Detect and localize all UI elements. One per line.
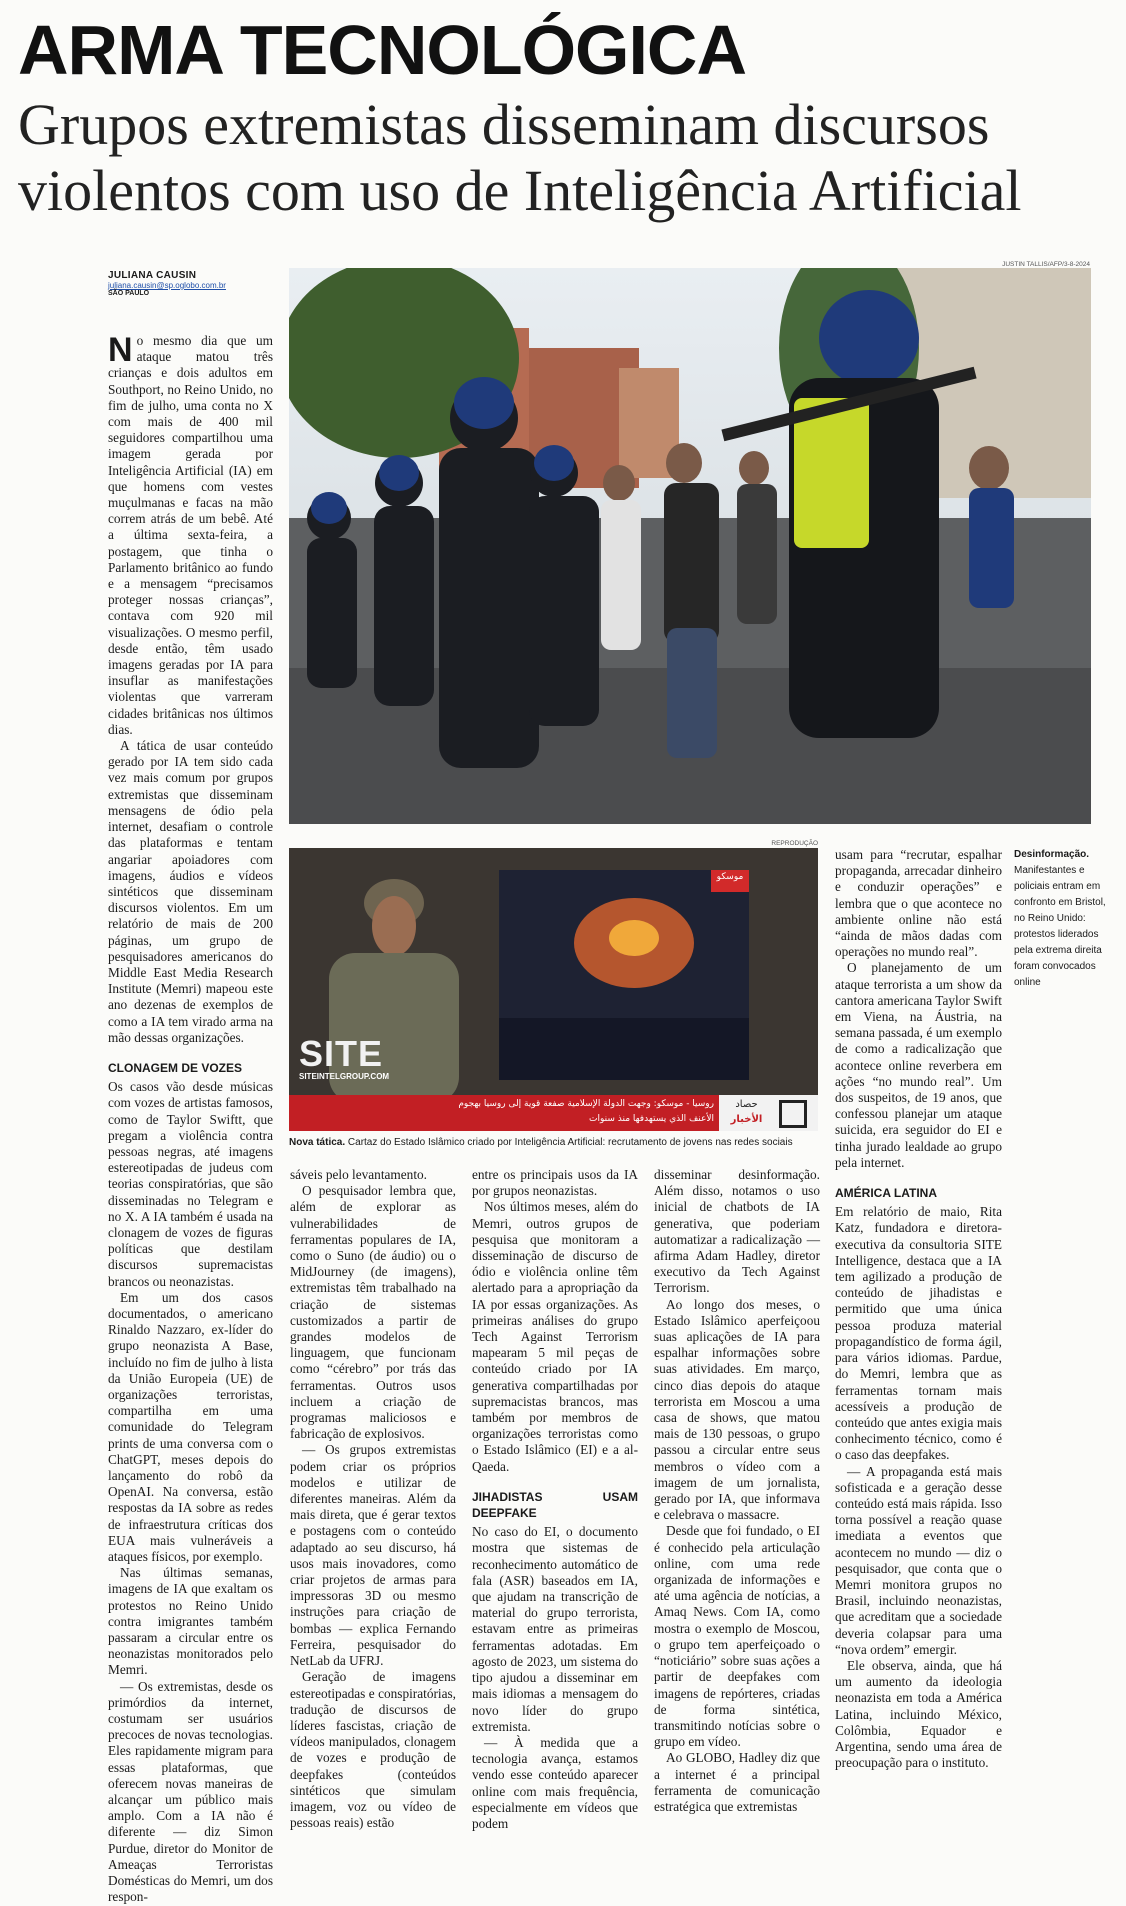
column-5 xyxy=(835,847,1002,1771)
headline: Grupos extremistas disseminam discursos violentos com uso de Inteligência Artificial xyxy=(18,92,1022,223)
paragraph: sáveis pelo levantamento. xyxy=(290,1167,427,1182)
arabic-ticker xyxy=(419,1097,714,1127)
paragraph: Nas últimas semanas, imagens de IA que exaltam os protestos no Reino Unido contra imigrantes também passaram a circular entre os neonazistas monitorados pelo Memri. xyxy=(108,1565,273,1678)
site-url: SITEINTELGROUP.COM xyxy=(299,1072,390,1081)
column-1 xyxy=(108,333,273,1906)
paragraph: disseminar desinformação. Além disso, notamos o uso inicial de chatbots de IA generativa, que poderiam automatizar a radicalização — afirma Adam Hadley, diretor executivo da Tech Against Terrorism. xyxy=(654,1167,820,1296)
background-watermark xyxy=(0,250,25,370)
news-brand-top: حصاد xyxy=(735,1099,758,1110)
column-2 xyxy=(290,1167,456,1831)
paragraph: O planejamento de um ataque terrorista a um show da cantora americana Taylor Swift em Viena, na Áustria, na semana passada, é um exemplo de como a radicalização que acontece online reverbera em ações “no mundo real”. Um dos suspeitos, de 19 anos, que confessou planejar um ataque suicida, era seguidor do EI e tinha jurado lealdade ao grupo pela internet. xyxy=(835,960,1002,1170)
paragraph: o mesmo dia que um ataque matou três crianças e dois adultos em Southport, no Reino Unido, no fim de julho, uma conta no X com mais de 400 mil seguidores compartilhou uma imagem gerada por Inteligência Artificial (IA) em que homens com vestes muçulmanas e facas na mão correm atrás de um bebê. Até a última sexta-feira, a postagem, que tinha o Parlamento britânico ao fundo e a mensagem “precisamos proteger nossas crianças”, contava com 920 mil visualizações. O mesmo perfil, desde então, têm usado imagens geradas por IA para insuflar as manifestações violentas que varreram cidades britânicas nos últimos dias. xyxy=(108,333,273,737)
paragraph: — Os grupos extremistas podem criar os próprios modelos e utilizar de diferentes maneiras. Além da mais direta, que é gerar textos e postagens com o conteúdo adaptado ao seu discurso, há usos mais inovadores, como criar projetos de armas para impressoras 3D ou mesmo instruções para criação de bombas — explica Fernando Ferreira, pesquisador do NetLab da UFRJ. xyxy=(290,1442,456,1669)
paragraph: — A propaganda está mais sofisticada e a geração desse conteúdo está mais rápida. Isso torna possível a reação quase imediata a eventos que acontecem no mundo — diz o pesquisador, que conta que o Memri monitora grupos no Brasil, incluindo neonazistas, que acreditam que a sociedade deveria colapsar para uma “nova ordem” emergir. xyxy=(835,1463,1002,1657)
photo1-caption-title: Desinformação. xyxy=(1014,849,1090,860)
kicker-title: ARMA TECNOLÓGICA xyxy=(18,11,747,89)
poster-image xyxy=(289,848,818,1131)
arabic-ticker-line2: الأعنف الذي يستهدفها منذ سنوات xyxy=(589,1114,714,1124)
paragraph: Desde que foi fundado, o EI é conhecido pela articulação online, com uma rede organizada de informações e até uma agência de notícias, a Amaq News. Com IA, como mostra o exemplo de Moscou, o grupo tem aperfeiçoado o “noticiário” sobre suas ações a partir de deepfakes com imagens de repórteres, criadas de forma sintética, transmitindo notícias sobre o grupo em vídeo. xyxy=(654,1523,820,1750)
paragraph: O pesquisador lembra que, além de explorar as vulnerabilidades de ferramentas populares de IA, como o Suno (de áudio) ou o MidJourney (de imagens), extremistas têm trabalhado na criação de sistemas customizados a partir de grandes modelos de linguagem, que funcionam como “cérebro” por trás das ferramentas. Outros usos incluem a criação de programas maliciosos e fabricação de explosivos. xyxy=(290,1183,456,1442)
news-brand-bottom: الأخبار xyxy=(730,1114,763,1125)
paragraph: — Os extremistas, desde os primórdios da internet, costumam ser usuários precoces de novas tecnologias. Eles rapidamente migram para essas plataformas, que oferecem novas maneiras de alcançar um público mais amplo. Com a IA não é diferente — diz Simon Purdue, diretor do Monitor de Ameaças Terroristas Domésticas do Memri, um dos respon- xyxy=(108,1678,273,1905)
paragraph: Em um dos casos documentados, o americano Rinaldo Nazzaro, ex-líder do grupo neonazista A Base, incluído no fim de julho à lista da União Europeia (UE) de organizações terroristas, compartilha em uma comunidade do Telegram prints de uma conversa com o ChatGPT, meses depois do lançamento do robô da OpenAI. Na conversa, estão respostas da IA sobre as redes de infraestrutura críticas dos EUA mais vulneráveis a ataques físicos, por exemplo. xyxy=(108,1289,273,1565)
photo2-caption xyxy=(289,1137,818,1149)
column-3 xyxy=(472,1167,638,1832)
paragraph: Em relatório de maio, Rita Katz, fundadora e diretora-executiva da consultoria SITE Intelligence, destaca que a IA tem agilizado a produção de conteúdo de jihadistas e permitido que uma única pessoa produza material propagandístico de forma ágil, para vários idiomas. Pardue, do Memri, lembra que as ferramentas tornam mais acessíveis a produção de conteúdo que antes exigia mais conhecimento técnico, como é o caso das deepfakes. xyxy=(835,1204,1002,1463)
paragraph: usam para “recrutar, espalhar propaganda, arrecadar dinheiro e conduzir operações” e lembra que o que acontece no ambiente online não está “ainda de mãos dadas com operações no mundo real”. xyxy=(835,847,1002,960)
drop-cap: N xyxy=(108,331,133,369)
column-4 xyxy=(654,1167,820,1815)
dateline-city: SÃO PAULO xyxy=(108,290,150,297)
paragraph: Os casos vão desde músicas com vozes de artistas famosos, como de Taylor Swiftt, que pregam a violência contra pessoas negras, até imagens estereotipadas de judeus com teorias conspiratórias, que são disseminadas no Telegram e no X. A IA também é usada na clonagem de vozes de figuras políticas que destilam discursos supremacistas brancos ou neonazistas. xyxy=(108,1079,273,1289)
paragraph: Nos últimos meses, além do Memri, outros grupos de pesquisa que monitoram a disseminação de discurso de ódio e violência online têm alertado para a apropriação da IA por essas organizações. As primeiras análises do grupo Tech Against Terrorism mapearam 5 mil peças de conteúdo criado por IA generativa compartilhadas por supremacistas brancos, mas também por membros de organizações terroristas como o Estado Islâmico (EI) e a al-Qaeda. xyxy=(472,1199,638,1474)
paragraph: entre os principais usos da IA por grupos neonazistas. xyxy=(472,1167,638,1199)
subheading: AMÉRICA LATINA xyxy=(835,1186,937,1201)
subheading: JIHADISTAS USAM DEEPFAKE xyxy=(472,1489,638,1521)
paragraph: Geração de imagens estereotipadas e conspiratórias, tradução de discursos de líderes fascistas, criação de vídeos manipulados, clonagem de vozes e produção de deepfakes (conteúdos sintéticos que simulam imagem, voz ou vídeo de pessoas reais) estão xyxy=(290,1669,456,1831)
photo-credit: JUSTIN TALLIS/AFP/3-8-2024 xyxy=(1002,261,1090,268)
byline xyxy=(108,270,268,297)
protest-photo xyxy=(289,268,1091,824)
author-email[interactable]: juliana.causin@sp.oglobo.com.br xyxy=(108,281,226,290)
news-brand xyxy=(719,1097,774,1127)
photo1-caption-text: Manifestantes e policiais entram em confronto em Bristol, no Reino Unido: protestos liderados pela extrema direita foram convocados online xyxy=(1014,865,1106,988)
site-logo: SITE xyxy=(299,1033,384,1074)
caption-label: Nova tática. xyxy=(289,1137,346,1148)
photo1-caption xyxy=(1014,847,1114,991)
paragraph: No caso do EI, o documento mostra que sistemas de reconhecimento automático de fala (ASR) baseados em IA, que ajudam na transcrição de material do grupo terrorista, estavam entre as primeiras ferramentas adotadas. Em agosto de 2023, um sistema do tipo ajudou a disseminar em mais idiomas a mensagem do novo líder do grupo extremista. xyxy=(472,1524,638,1734)
propaganda-poster xyxy=(289,848,818,1131)
photo2-credit: REPRODUÇÃO xyxy=(771,840,818,847)
author-name: JULIANA CAUSIN xyxy=(108,270,197,281)
paragraph: Ele observa, ainda, que há um aumento da ideologia neonazista em toda a América Latina, incluindo México, Colômbia, Equador e Argentina, sendo uma área de preocupação para o instituto. xyxy=(835,1657,1002,1771)
tv-location-tag: موسكو xyxy=(716,872,744,882)
paragraph: Ao GLOBO, Hadley diz que a internet é a principal ferramenta de comunicação estratégica que extremistas xyxy=(654,1750,820,1814)
paragraph: Ao longo dos meses, o Estado Islâmico aperfeiçoou suas aplicações de IA para espalhar informações sobre suas atividades. Em março, cinco dias depois do ataque terrorista em Moscou a uma casa de shows, que matou mais de 130 pessoas, o grupo passou a circular entre seus membros o vídeo com a imagem de um jornalista, gerado por IA, que informava e celebrava o massacre. xyxy=(654,1296,820,1523)
riot-police-image xyxy=(289,268,1091,824)
news-brand-logo-icon xyxy=(779,1100,807,1128)
arabic-ticker-line1: روسيا - موسكو: وجهت الدولة الإسلامية صفعة قوية إلى روسيا بهجوم xyxy=(458,1099,714,1109)
caption-text: Cartaz do Estado Islâmico criado por Inteligência Artificial: recrutamento de jovens nas redes sociais xyxy=(345,1137,793,1148)
paragraph: A tática de usar conteúdo gerado por IA tem sido cada vez mais comum por grupos extremistas que disseminam mensagens de ódio pela internet, desafiam o controle das plataformas e tentam angariar apoiadores com imagens, áudios e vídeos sintéticos que disseminam discursos violentos. Em um relatório de mais de 200 páginas, um grupo de pesquisadores americanos do Middle East Media Research Institute (Memri) mapeou este ano dezenas de exemplos de como a IA tem virado arma na mão dessas organizações. xyxy=(108,738,273,1045)
paragraph: — À medida que a tecnologia avança, estamos vendo esse conteúdo aparecer online com mais frequência, especialmente em vídeos que podem xyxy=(472,1734,638,1831)
subheading: CLONAGEM DE VOZES xyxy=(108,1060,243,1075)
